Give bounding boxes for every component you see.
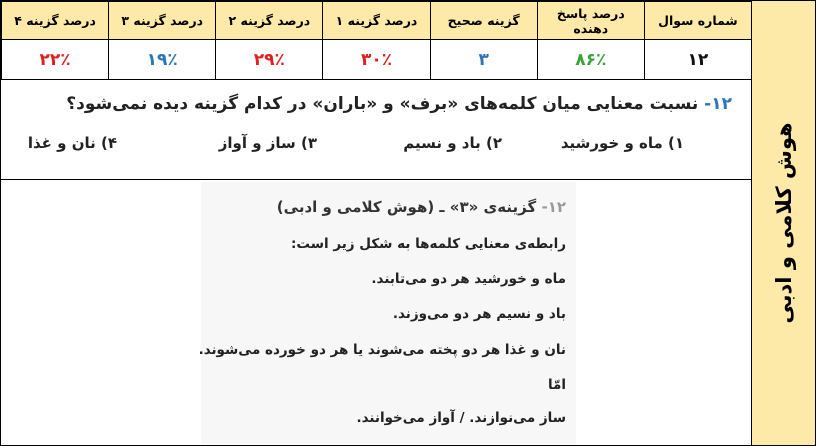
value-option1-percent: ۳۰٪ (323, 40, 430, 80)
option-3: ۳) ساز و آواز (218, 134, 317, 152)
header-correct-option: گزینه صحیح (430, 2, 537, 40)
answer-line: ساز می‌نوازند. / آواز می‌خوانند. (356, 410, 566, 426)
option-2: ۲) باد و نسیم (403, 134, 502, 152)
value-option4-percent: ۲۲٪ (2, 40, 109, 80)
header-option3-percent: درصد گزینه ۳ (109, 2, 216, 40)
answer-line: نان و غذا هر دو پخته می‌شوند یا هر دو خورده می‌شوند. (198, 342, 566, 358)
answer-number: ۱۲- (541, 198, 566, 216)
value-option3-percent: ۱۹٪ (109, 40, 216, 80)
header-option4-percent: درصد گزینه ۴ (2, 2, 109, 40)
category-sidebar (751, 1, 815, 445)
header-option1-percent: درصد گزینه ۱ (323, 2, 430, 40)
question-text: نسبت معنایی میان کلمه‌های «برف» و «باران» در کدام گزینه دیده نمی‌شود؟ (66, 94, 699, 114)
answer-line: باد و نسیم هر دو می‌وزند. (392, 306, 566, 322)
question-number: ۱۲- (704, 94, 732, 114)
category-label: هوش کلامی و ادبی (771, 122, 796, 324)
answer-title-text: گزینه‌ی «۳» ـ (هوش کلامی و ادبی) (276, 198, 537, 216)
option-1: ۱) ماه و خورشید (560, 134, 684, 152)
question-line (66, 94, 732, 114)
main-area (1, 1, 752, 445)
header-response-percent: درصد پاسخ دهنده (537, 2, 644, 40)
stats-value-row (2, 40, 752, 80)
value-response-percent: ۸۶٪ (537, 40, 644, 80)
answer-line: رابطه‌ی معنایی کلمه‌ها به شکل زیر است: (291, 236, 566, 252)
option-4: ۴) نان و غذا (27, 134, 117, 152)
answer-line: امّا (547, 377, 566, 393)
answer-explanation (198, 182, 576, 444)
stats-header-row (2, 2, 752, 40)
value-option2-percent: ۲۹٪ (216, 40, 323, 80)
answer-title (277, 198, 566, 216)
answer-line: ماه و خورشید هر دو می‌تابند. (371, 271, 566, 287)
stats-table (1, 1, 752, 80)
header-question-number: شماره سوال (644, 2, 751, 40)
value-question-number: ۱۲ (644, 40, 751, 80)
question-section (1, 77, 752, 180)
header-option2-percent: درصد گزینه ۲ (216, 2, 323, 40)
value-correct-option: ۳ (430, 40, 537, 80)
